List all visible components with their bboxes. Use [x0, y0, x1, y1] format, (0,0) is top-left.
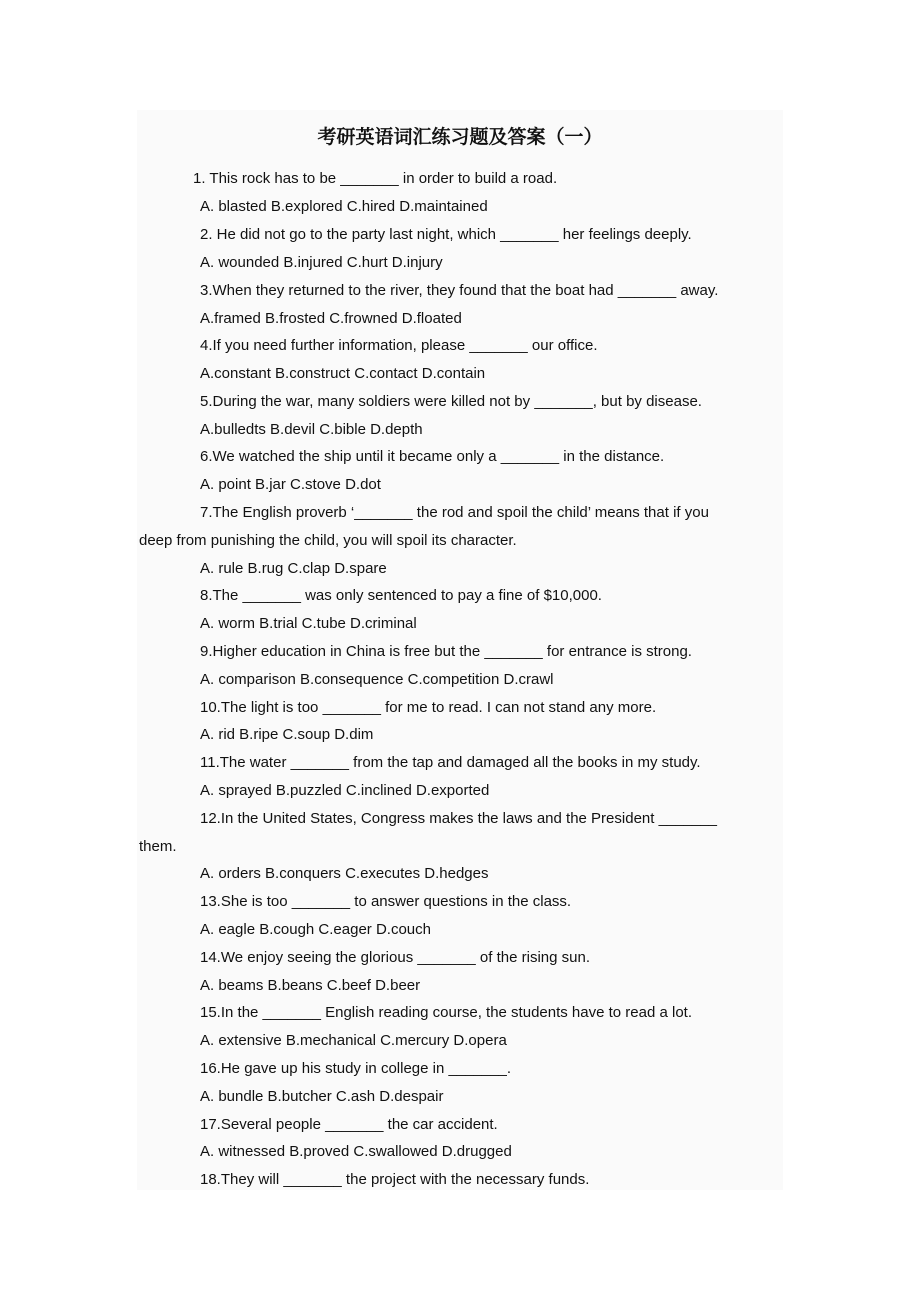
options-line: A.constant B.construct C.contact D.contain — [200, 365, 486, 382]
options-line: A. extensive B.mechanical C.mercury D.opera — [200, 1032, 507, 1049]
question-line: 3.When they returned to the river, they found that the boat had _______ away. — [200, 282, 719, 299]
options-line: A. comparison B.consequence C.competition D.crawl — [200, 671, 554, 688]
question-line: 6.We watched the ship until it became only a _______ in the distance. — [200, 448, 665, 465]
question-continuation-line: deep from punishing the child, you will spoil its character. — [139, 532, 517, 549]
options-line: A. rid B.ripe C.soup D.dim — [200, 726, 374, 743]
options-line: A. point B.jar C.stove D.dot — [200, 476, 381, 493]
question-line: 18.They will _______ the project with the necessary funds. — [200, 1171, 590, 1188]
question-line: 8.The _______ was only sentenced to pay a fine of $10,000. — [200, 587, 602, 604]
question-line: 4.If you need further information, please _______ our office. — [200, 337, 598, 354]
question-line: 12.In the United States, Congress makes the laws and the President _______ — [200, 810, 717, 827]
question-line: 1. This rock has to be _______ in order to build a road. — [193, 170, 558, 187]
question-line: 7.The English proverb ‘_______ the rod and spoil the child’ means that if you — [200, 504, 709, 521]
options-line: A. worm B.trial C.tube D.criminal — [200, 615, 417, 632]
question-line: 10.The light is too _______ for me to read. I can not stand any more. — [200, 699, 657, 716]
question-line: 13.She is too _______ to answer questions in the class. — [200, 893, 572, 910]
options-line: A. beams B.beans C.beef D.beer — [200, 977, 421, 994]
question-line: 9.Higher education in China is free but the _______ for entrance is strong. — [200, 643, 692, 660]
options-line: A. orders B.conquers C.executes D.hedges — [200, 865, 489, 882]
question-line: 15.In the _______ English reading course, the students have to read a lot. — [200, 1004, 693, 1021]
question-line: 17.Several people _______ the car accident. — [200, 1116, 498, 1133]
question-line: 2. He did not go to the party last night, which _______ her feelings deeply. — [200, 226, 692, 243]
options-line: A. bundle B.butcher C.ash D.despair — [200, 1088, 444, 1105]
options-line: A. witnessed B.proved C.swallowed D.drugged — [200, 1143, 512, 1160]
question-line: 14.We enjoy seeing the glorious _______ of the rising sun. — [200, 949, 590, 966]
options-line: A. blasted B.explored C.hired D.maintained — [200, 198, 488, 215]
options-line: A. rule B.rug C.clap D.spare — [200, 560, 387, 577]
question-line: 5.During the war, many soldiers were killed not by _______, but by disease. — [200, 393, 702, 410]
question-continuation-line: them. — [139, 838, 177, 855]
question-line: 16.He gave up his study in college in _______. — [200, 1060, 512, 1077]
options-line: A. sprayed B.puzzled C.inclined D.exported — [200, 782, 490, 799]
document-title: 考研英语词汇练习题及答案（一） — [317, 126, 603, 148]
options-line: A.bulledts B.devil C.bible D.depth — [200, 421, 423, 438]
question-line: 11.The water _______ from the tap and damaged all the books in my study. — [200, 754, 701, 771]
options-line: A. eagle B.cough C.eager D.couch — [200, 921, 431, 938]
options-line: A. wounded B.injured C.hurt D.injury — [200, 254, 443, 271]
options-line: A.framed B.frosted C.frowned D.floated — [200, 310, 462, 327]
